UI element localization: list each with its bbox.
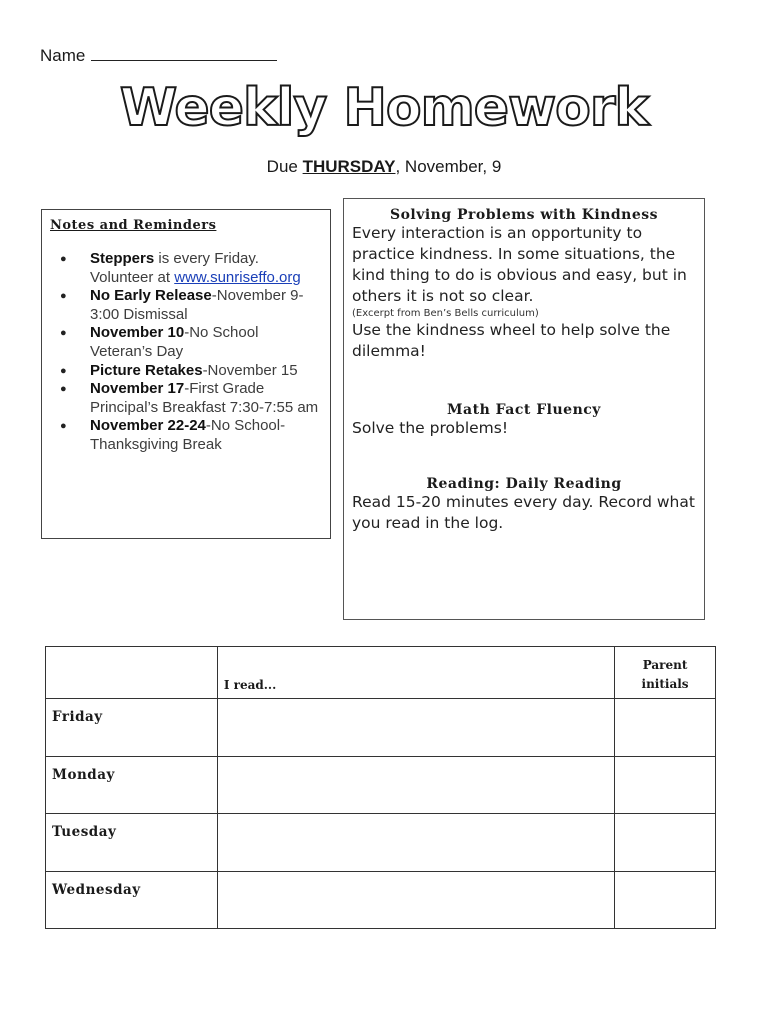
parent-initials-header: [615, 647, 716, 699]
notes-box: [41, 209, 331, 539]
note-text: -November 9-3:00 Dismissal: [90, 287, 304, 323]
math-body: Solve the problems!: [352, 419, 509, 437]
note-item: [50, 417, 322, 454]
note-bold: November 10: [90, 324, 185, 342]
day-label: Monday: [46, 756, 218, 814]
note-text: is every Friday. Volunteer at: [90, 250, 259, 286]
i-read-header: I read...: [217, 647, 614, 699]
note-item: [50, 324, 322, 361]
note-bold: Steppers: [90, 250, 155, 267]
parent-initials-cell[interactable]: [615, 871, 716, 929]
note-bold: November 22-24: [90, 417, 206, 435]
reading-log-table: [45, 646, 716, 929]
kindness-source: (Excerpt from Ben’s Bells curriculum): [352, 308, 539, 319]
reading-body: Read 15-20 minutes every day. Record what you read in the log.: [352, 493, 695, 532]
note-item: [50, 287, 322, 324]
due-line: [0, 157, 768, 177]
notes-title: Notes and Reminders: [50, 218, 217, 233]
i-read-cell[interactable]: [217, 699, 614, 757]
parent-header-line1: Parent: [642, 657, 688, 672]
note-item: [50, 380, 322, 417]
math-heading: Math Fact Fluency: [447, 402, 601, 418]
table-row: [46, 814, 716, 872]
i-read-cell[interactable]: [217, 756, 614, 814]
i-read-cell[interactable]: [217, 871, 614, 929]
note-item: [50, 250, 322, 287]
note-text: -No School Veteran’s Day: [90, 324, 259, 360]
assignments-box: [343, 198, 705, 620]
note-text: -No School-Thanksgiving Break: [90, 417, 286, 453]
table-row: [46, 756, 716, 814]
note-bold: No Early Release: [90, 287, 212, 305]
note-bold: November 17: [90, 380, 185, 398]
parent-initials-cell[interactable]: [615, 814, 716, 872]
name-label: Name: [40, 46, 86, 65]
note-bold: Picture Retakes: [90, 361, 203, 379]
parent-initials-cell[interactable]: [615, 699, 716, 757]
parent-initials-cell[interactable]: [615, 756, 716, 814]
due-prefix: Due: [266, 157, 298, 176]
note-text: -First Grade Principal’s Breakfast 7:30-7:55 am: [90, 380, 319, 416]
note-text: -November 15: [202, 361, 298, 379]
due-rest: , November, 9: [395, 157, 502, 176]
page-title: Weekly Homework: [119, 78, 649, 138]
table-row: [46, 871, 716, 929]
table-row: [46, 699, 716, 757]
name-blank: [91, 47, 277, 61]
kindness-heading: Solving Problems with Kindness: [389, 207, 659, 223]
day-label: Tuesday: [46, 814, 218, 872]
i-read-cell[interactable]: [217, 814, 614, 872]
header-blank-cell: [46, 647, 218, 699]
parent-header-line2: initials: [641, 676, 689, 691]
reading-heading: Reading: Daily Reading: [426, 476, 622, 492]
name-line: [40, 46, 277, 66]
day-label: Wednesday: [46, 871, 218, 929]
kindness-body: Every interaction is an opportunity to practice kindness. In some situations, the kind thing to do is obvious and easy, but in others it is not so clear.: [352, 224, 687, 305]
note-item: [50, 362, 322, 381]
notes-list: [50, 250, 322, 455]
kindness-instruction: Use the kindness wheel to help solve the dilemma!: [352, 321, 671, 360]
due-day: THURSDAY: [302, 157, 396, 176]
table-header-row: [46, 647, 716, 699]
volunteer-link[interactable]: www.sunriseffo.org: [174, 268, 301, 286]
day-label: Friday: [46, 699, 218, 757]
